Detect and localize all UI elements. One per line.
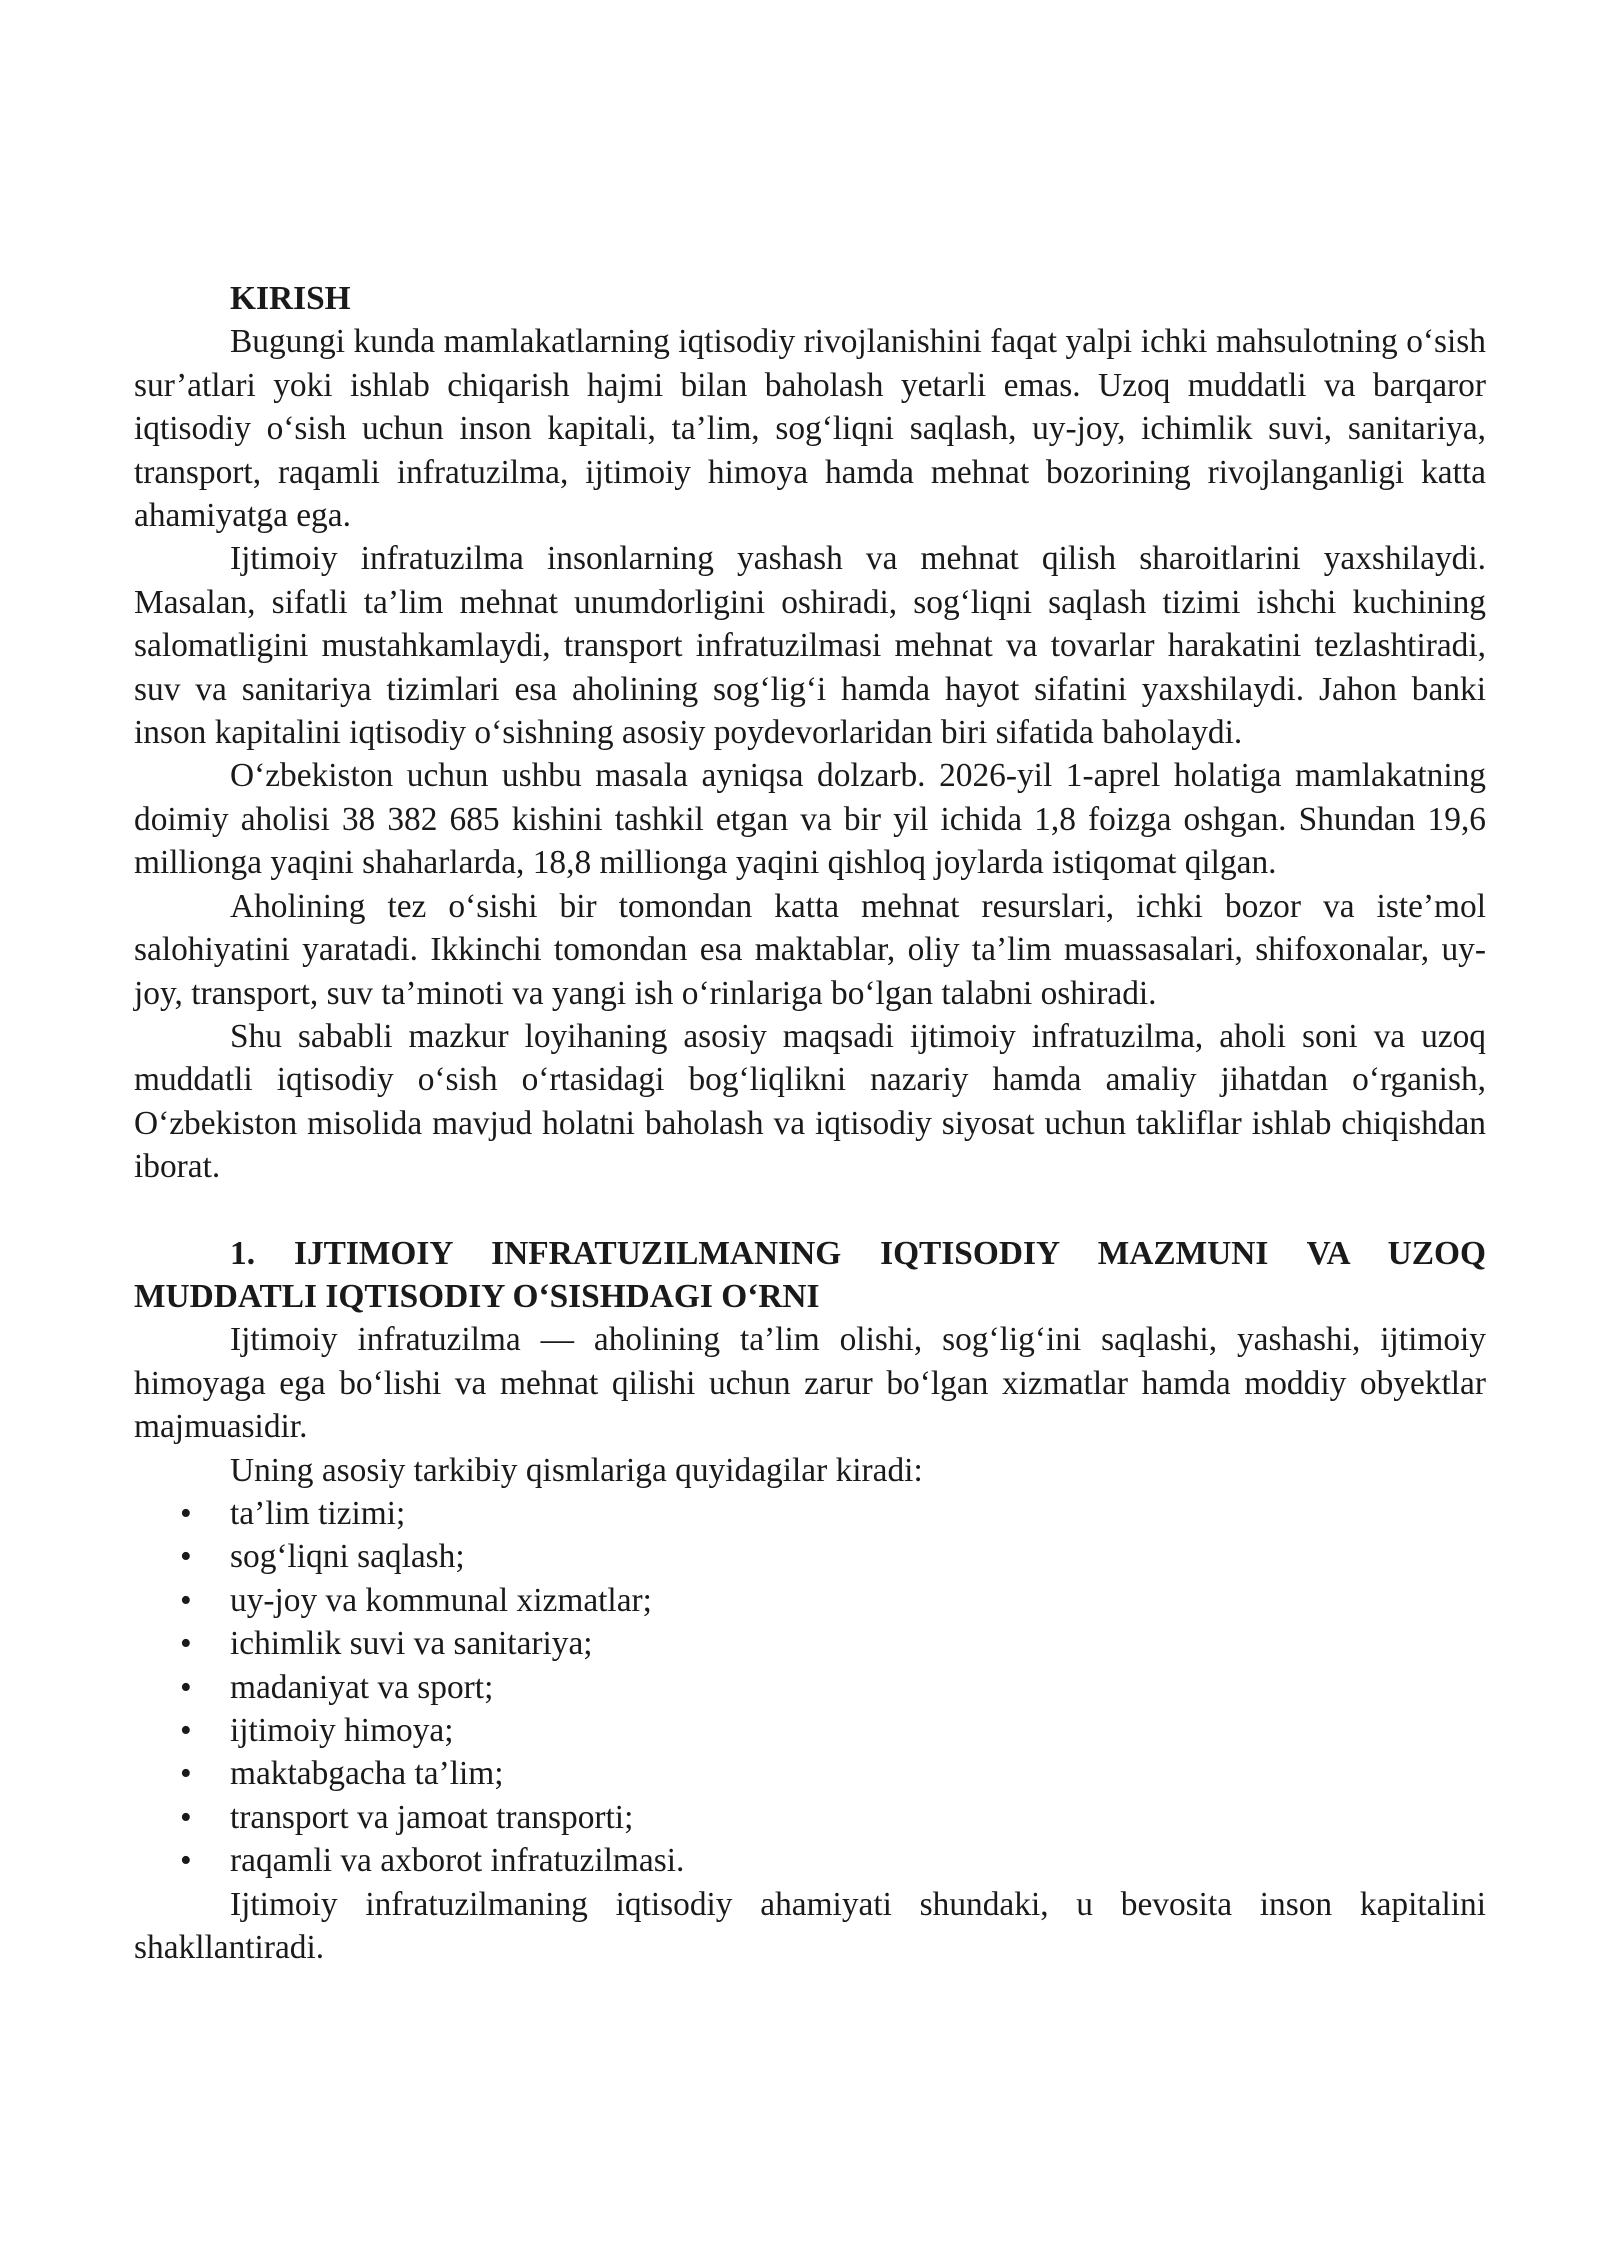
bullet-icon: •: [180, 1755, 192, 1793]
list-item: [134, 1839, 1486, 1882]
bullet-icon: •: [180, 1668, 192, 1706]
list-item-text: ijtimoiy himoya;: [230, 1712, 454, 1749]
list-item-text: maktabgacha ta’lim;: [230, 1755, 504, 1793]
list-item: [134, 1622, 1486, 1665]
list-item: [134, 1796, 1486, 1839]
list-item-text: uy-joy va kommunal xizmatlar;: [230, 1581, 652, 1619]
bullet-icon: •: [180, 1538, 192, 1576]
list-item: [134, 1666, 1486, 1709]
list-item: [134, 1492, 1486, 1535]
document-page: [134, 277, 1486, 1969]
intro-paragraph-2: Ijtimoiy infratuzilma insonlarning yashash va mehnat qilish sharoitlarini yaxshilaydi. Masalan, sifatli ta’lim mehnat unumdorligini oshiradi, sog‘liqni saqlash tizimi ishchi kuchining salomatligini mustahkamlaydi, transport infratuzilmasi mehnat va tovarlar harakatini tezlashtiradi, suv va sanitariya tizimlari esa aholining sog‘lig‘i hamda hayot sifatini yaxshilaydi. Jahon banki inson kapitalini iqtisodiy o‘sishning asosiy poydevorlaridan biri sifatida baholaydi.: [134, 540, 1486, 752]
section-1-definition: Ijtimoiy infratuzilma — aholining ta’lim olishi, sog‘lig‘ini saqlashi, yashashi, ijtimoiy himoyaga ega bo‘lishi va mehnat qilishi uchun zarur bo‘lgan xizmatlar hamda moddiy obyektlar majmuasidir.: [134, 1321, 1486, 1446]
list-item-text: ta’lim tizimi;: [230, 1494, 406, 1532]
intro-paragraph-5: Shu sababli mazkur loyihaning asosiy maqsadi ijtimoiy infratuzilma, aholi soni va uzoq muddatli iqtisodiy o‘sish o‘rtasidagi bog‘liqlikni nazariy hamda amaliy jihatdan o‘rganish, O‘zbekiston misolida mavjud holatni baholash va iqtisodiy siyosat uchun takliflar ishlab chiqishdan iborat.: [134, 1017, 1486, 1186]
list-item-text: ichimlik suvi va sanitariya;: [230, 1625, 593, 1663]
section-1-heading: 1. IJTIMOIY INFRATUZILMANING IQTISODIY MAZMUNI VA UZOQ MUDDATLI IQTISODIY O‘SISHDAGI O‘RNI: [134, 1234, 1486, 1315]
bullet-icon: •: [180, 1842, 192, 1880]
section-1-closing: Ijtimoiy infratuzilmaning iqtisodiy ahamiyati shundaki, u bevosita inson kapitalini shakllantiradi.: [134, 1885, 1486, 1967]
list-item-text: sog‘liqni saqlash;: [230, 1538, 465, 1576]
bullet-icon: •: [180, 1712, 192, 1749]
intro-paragraph-3: O‘zbekiston uchun ushbu masala ayniqsa dolzarb. 2026-yil 1-aprel holatiga mamlakatning doimiy aholisi 38 382 685 kishini tashkil etgan va bir yil ichida 1,8 foizga oshgan. Shundan 19,6 millionga yaqini shaharlarda, 18,8 millionga yaqini qishloq joylarda istiqomat qilgan.: [134, 757, 1486, 882]
intro-paragraph-1: Bugungi kunda mamlakatlarning iqtisodiy rivojlanishini faqat yalpi ichki mahsulotning o‘sish sur’atlari yoki ishlab chiqarish hajmi bilan baholash yetarli emas. Uzoq muddatli va barqaror iqtisodiy o‘sish uchun inson kapitali, ta’lim, sog‘liqni saqlash, uy-joy, ichimlik suvi, sanitariya, transport, raqamli infratuzilma, ijtimoiy himoya hamda mehnat bozorining rivojlanganligi katta ahamiyatga ega.: [134, 323, 1486, 535]
list-item: [134, 1752, 1486, 1795]
bullet-icon: •: [180, 1798, 192, 1836]
list-item: [134, 1579, 1486, 1622]
list-item: [134, 1709, 1486, 1752]
section-1-list-intro: Uning asosiy tarkibiy qismlariga quyidagilar kiradi:: [230, 1451, 923, 1489]
list-item-text: raqamli va axborot infratuzilmasi.: [230, 1842, 685, 1880]
list-item: [134, 1535, 1486, 1578]
list-item-text: transport va jamoat transporti;: [230, 1798, 634, 1836]
intro-heading: KIRISH: [230, 280, 351, 317]
bullet-icon: •: [180, 1581, 192, 1619]
bullet-icon: •: [180, 1494, 192, 1532]
bullet-icon: •: [180, 1625, 192, 1663]
intro-paragraph-4: Aholining tez o‘sishi bir tomondan katta mehnat resurslari, ichki bozor va iste’mol salohiyatini yaratadi. Ikkinchi tomondan esa maktablar, oliy ta’lim muassasalari, shifoxonalar, uy-joy, transport, suv ta’minoti va yangi ish o‘rinlariga bo‘lgan talabni oshiradi.: [134, 887, 1486, 1012]
component-list: [134, 1492, 1486, 1883]
list-item-text: madaniyat va sport;: [230, 1668, 494, 1706]
